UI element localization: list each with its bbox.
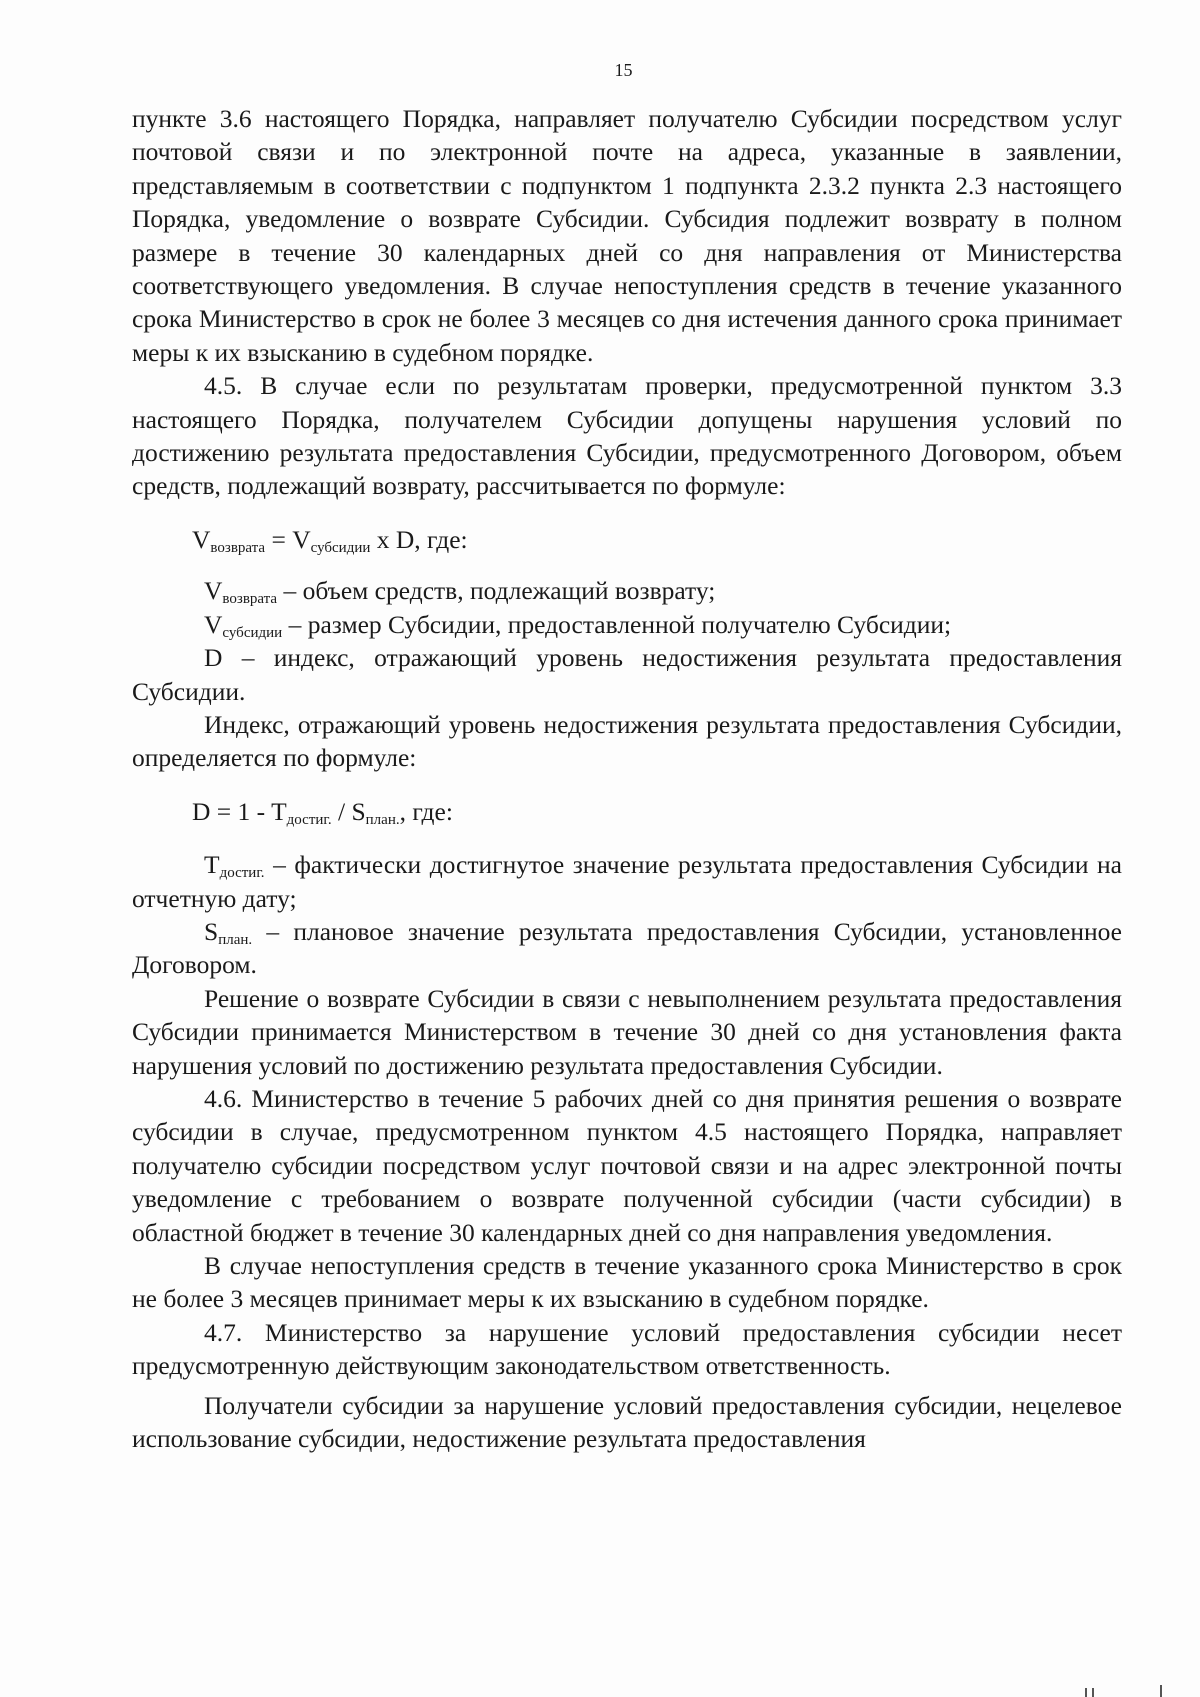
scan-edge-mark [1160,1685,1162,1697]
definition-s [132,915,1122,982]
page-number: 15 [614,60,633,80]
paragraph-4-7: 4.7. Министерство за нарушение условий предоставления субсидии несет предусмотренную действующим законодательством ответственность. [132,1317,1122,1381]
symbol-sub-s: план. [218,931,253,948]
definition-text: – плановое значение результата предоставления Субсидии, установленное Договором. [132,916,1122,980]
scan-edge-mark [1092,1688,1094,1697]
definition-v-subsidy [132,608,1122,641]
formula-sub-subsidy: субсидии [310,539,371,556]
symbol-sub-t: достиг. [219,865,265,882]
formula-v-symbol: V [192,524,211,554]
paragraph-4-6: 4.6. Министерство в течение 5 рабочих дней со дня принятия решения о возврате субсидии в случае, предусмотренном пунктом 4.5 настоящего Порядка, направляет получателю субсидии посредством услуг почтовой связи и на адрес электронной почты уведомление с требованием о возврате полученной субсидии (части субсидии) в областной бюджет в течение 30 календарных дней со дня направления уведомления. [132,1083,1122,1247]
symbol-s: S [204,916,219,946]
symbol-v: V [204,609,223,639]
formula-d-head: D = 1 - T [192,796,287,826]
formula-sub-return: возврата [210,539,266,556]
symbol-v: V [204,576,223,606]
definition-d: D – индекс, отражающий уровень недостижения результата предоставления Субсидии. [132,643,1122,706]
formula-tail: x D, где: [370,524,468,554]
symbol-sub-subsidy: субсидии [222,624,283,641]
formula-mid: / S [331,796,366,826]
formula-tail: , где: [399,796,453,826]
scan-edge-mark [1085,1688,1087,1697]
formula-equals-v: = V [265,524,311,554]
definition-text: – размер Субсидии, предоставленной получателю Субсидии; [282,609,952,639]
paragraph-recipients: Получатели субсидии за нарушение условий предоставления субсидии, нецелевое использование субсидии, недостижение результата предоставления [132,1390,1122,1454]
definition-t [132,848,1122,915]
definition-text: – объем средств, подлежащий возврату; [277,576,716,606]
paragraph-index: Индекс, отражающий уровень недостижения результата предоставления Субсидии, определяется по формуле: [132,709,1122,773]
formula-return-volume [132,503,1122,574]
definition-v-return [132,574,1122,607]
paragraph-decision: Решение о возврате Субсидии в связи с невыполнением результата предоставления Субсидии принимается Министерством в течение 30 дней со дня установления факта нарушения условий по достижению результата предоставления Субсидии. [132,983,1122,1080]
formula-sub-t: достиг. [286,811,332,828]
definition-text: – фактически достигнутое значение результата предоставления Субсидии на отчетную дату; [132,850,1122,913]
formula-sub-s: план. [365,811,400,828]
paragraph-4-5: 4.5. В случае если по результатам проверки, предусмотренной пунктом 3.3 настоящего Порядка, получателем Субсидии допущены нарушения условий по достижению результата предоставления Субсидии, предусмотренного Договором, объем средств, подлежащий возврату, рассчитывается по формуле: [132,371,1122,501]
formula-index [132,775,1122,848]
symbol-t: T [204,850,220,880]
paragraph-continuation: пункте 3.6 настоящего Порядка, направляет получателю Субсидии посредством услуг почтовой связи и по электронной почте на адреса, указанные в заявлении, представляемым в соответствии с подпунктом 1 подпункта 2.3.2 пункта 2.3 настоящего Порядка, уведомление о возврате Субсидии. Субсидия подлежит возврату в полном размере в течение 30 календарных дней со дня направления от Министерства соответствующего уведомления. В случае непоступления средств в течение указанного срока Министерство в срок не более 3 месяцев со дня истечения данного срока принимает меры к их взысканию в судебном порядке. [132,104,1122,367]
paragraph-non-receipt: В случае непоступления средств в течение указанного срока Министерство в срок не более 3 месяцев принимает меры к их взысканию в судебном порядке. [132,1251,1122,1314]
document-body [132,102,1122,1455]
symbol-sub-return: возврата [222,591,278,608]
